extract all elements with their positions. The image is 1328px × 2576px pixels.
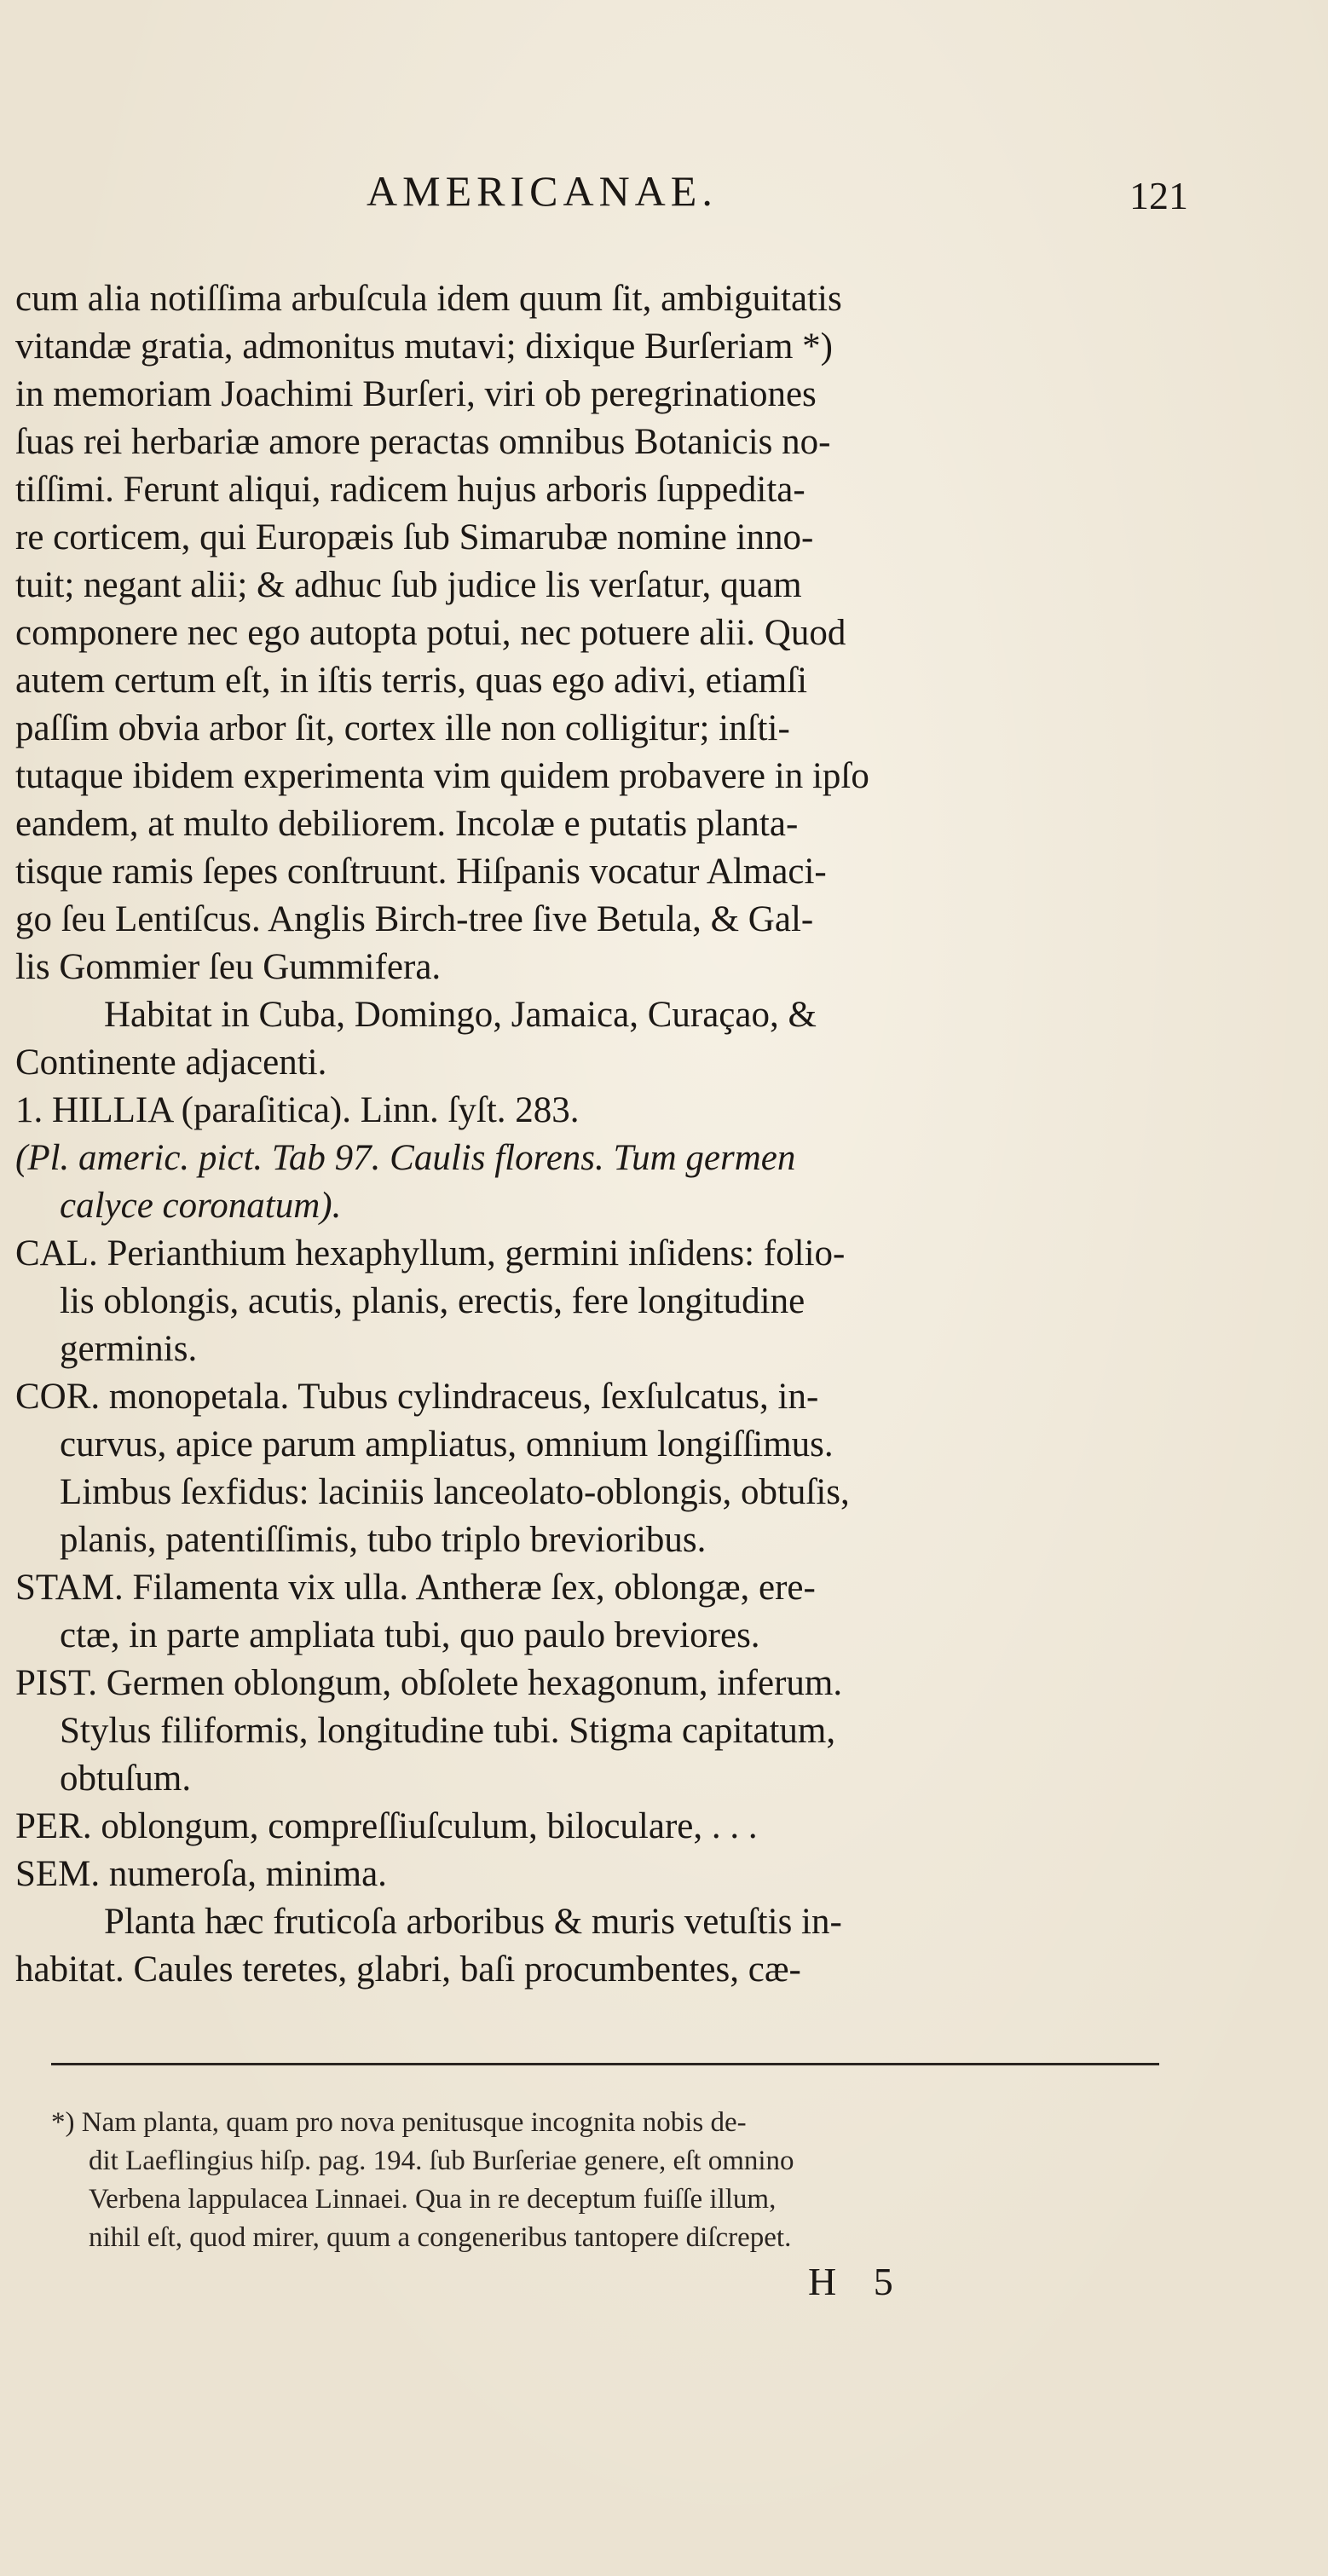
body-line: paſſim obvia arbor ſit, cortex ille non colligitur; inſti- [15, 708, 790, 748]
footnote-line: Verbena lappulacea Linnaei. Qua in re deceptum fuiſſe illum, [89, 2184, 777, 2215]
body-line: autem certum eſt, in iſtis terris, quas ego adivi, etiamſi [15, 661, 808, 701]
running-head: AMERICANAE. [367, 167, 718, 215]
body-line: tutaque ibidem experimenta vim quidem probavere in ipſo [15, 756, 869, 796]
description-line: planis, patentiſſimis, tubo triplo brevioribus. [60, 1520, 707, 1560]
body-line: lis Gommier ſeu Gummifera. [15, 947, 442, 987]
description-line: CAL. Perianthium hexaphyllum, germini inſidens: folio- [15, 1233, 846, 1274]
description-line: germinis. [60, 1329, 198, 1369]
body-line: tuit; negant alii; & adhuc ſub judice lis verſatur, quam [15, 565, 802, 605]
description-line: Limbus ſexfidus: laciniis lanceolato-oblongis, obtuſis, [60, 1472, 850, 1512]
body-line: re corticem, qui Europæis ſub Simarubæ nomine inno- [15, 517, 814, 557]
footnote-line: *) Nam planta, quam pro nova penitusque incognita nobis de- [51, 2107, 747, 2138]
body-line: habitat. Caules teretes, glabri, baſi procumbentes, cæ- [15, 1949, 801, 1990]
body-line: componere nec ego autopta potui, nec potuere alii. Quod [15, 613, 846, 653]
page-number: 121 [1129, 174, 1188, 217]
page-header [0, 166, 1328, 226]
body-line: tiſſimi. Ferunt aliqui, radicem hujus arboris ſuppedita- [15, 470, 805, 510]
description-line: SEM. numeroſa, minima. [15, 1854, 387, 1894]
description-line: ctæ, in parte ampliata tubi, quo paulo breviores. [60, 1615, 760, 1655]
body-line: eandem, at multo debiliorem. Incolæ e putatis planta- [15, 804, 799, 844]
description-line: curvus, apice parum ampliatus, omnium longiſſimus. [60, 1424, 834, 1464]
body-line: go ſeu Lentiſcus. Anglis Birch-tree ſive Betula, & Gal- [15, 899, 814, 939]
species-heading: 1. HILLIA (paraſitica). Linn. ſyſt. 283. [15, 1090, 580, 1130]
description-line: COR. monopetala. Tubus cylindraceus, ſexſulcatus, in- [15, 1377, 819, 1417]
habitat-line: Habitat in Cuba, Domingo, Jamaica, Curaçao, & [104, 995, 817, 1035]
description-line: Stylus filiformis, longitudine tubi. Stigma capitatum, [60, 1711, 836, 1751]
body-line: Planta hæc fruticoſa arboribus & muris vetuſtis in- [104, 1902, 842, 1942]
body-line: ſuas rei herbariæ amore peractas omnibus Botanicis no- [15, 422, 831, 462]
footnote-line: nihil eſt, quod mirer, quum a congeneribus tantopere diſcrepet. [89, 2222, 792, 2253]
description-line: PIST. Germen oblongum, obſolete hexagonum, inferum. [15, 1663, 843, 1703]
description-line: obtuſum. [60, 1759, 192, 1799]
footnote-rule [51, 2063, 1159, 2065]
body-line: calyce coronatum). [60, 1186, 342, 1226]
body-line: tisque ramis ſepes conſtruunt. Hiſpanis vocatur Almaci- [15, 852, 827, 892]
body-line: Continente adjacenti. [15, 1043, 327, 1083]
description-line: STAM. Filamenta vix ulla. Antheræ ſex, oblongæ, ere- [15, 1568, 816, 1608]
signature-mark: H 5 [808, 2260, 907, 2303]
body-line: vitandæ gratia, admonitus mutavi; dixique Burſeriam *) [15, 326, 833, 367]
footnote-line: dit Laeflingius hiſp. pag. 194. ſub Burſeriae genere, eſt omnino [89, 2146, 794, 2176]
description-line: lis oblongis, acutis, planis, erectis, fere longitudine [60, 1281, 805, 1321]
body-line: cum alia notiſſima arbuſcula idem quum ſit, ambiguitatis [15, 279, 842, 319]
description-line: PER. oblongum, compreſſiuſculum, biloculare, . . . [15, 1806, 758, 1846]
body-line: (Pl. americ. pict. Tab 97. Caulis florens. Tum germen [15, 1138, 796, 1178]
body-line: in memoriam Joachimi Burſeri, viri ob peregrinationes [15, 374, 817, 414]
